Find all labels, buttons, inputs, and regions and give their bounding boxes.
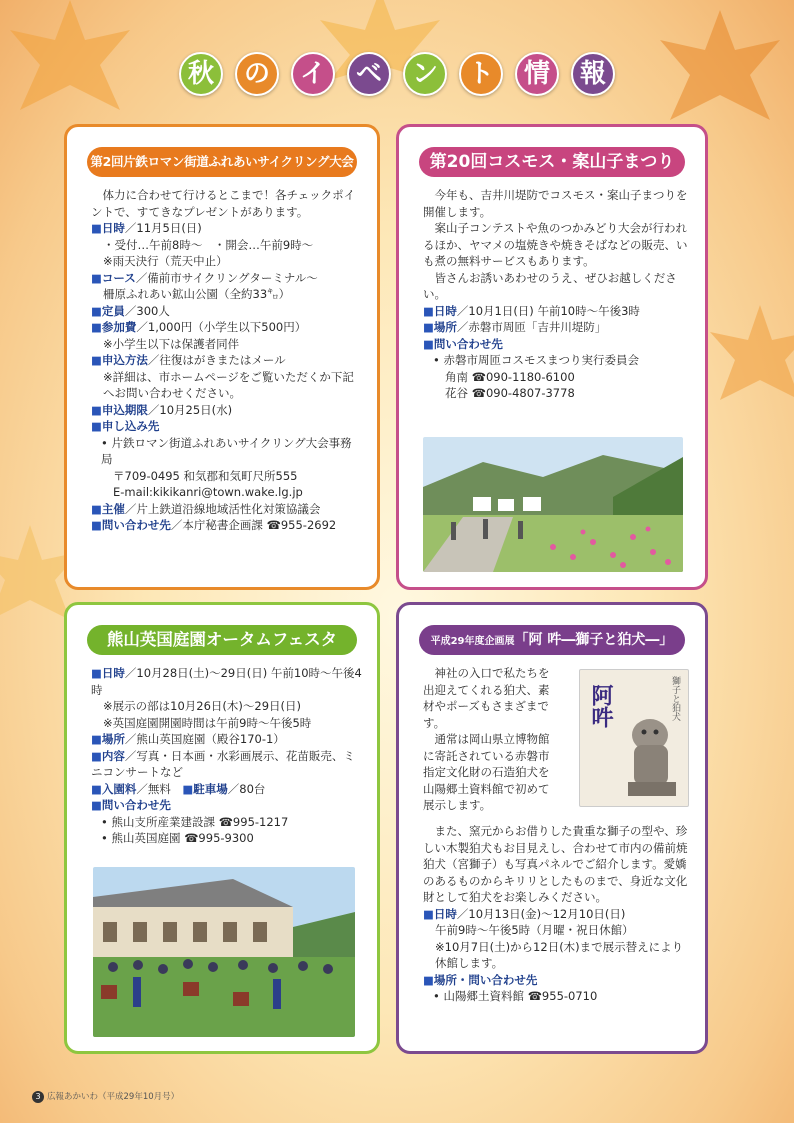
contact-value: • 山陽郷土資料館 ☎955-0710 bbox=[423, 988, 691, 1005]
capacity-value: ／300人 bbox=[124, 303, 170, 318]
para-3: 皆さんお誘いあわせのうえ、ぜひお越しください。 bbox=[423, 270, 677, 301]
panel-title-small: 平成29年度企画展 bbox=[430, 636, 515, 647]
komainu-exhibit-panel bbox=[396, 602, 708, 1054]
dest-address: 〒709-0495 和気郡和気町尺所555 bbox=[113, 468, 298, 483]
date-label: ■ 日時 bbox=[91, 666, 125, 680]
place-value: ／熊山英国庭園（殿谷170-1） bbox=[124, 732, 285, 746]
contact-person-1: 角南 ☎090-1180-6100 bbox=[445, 369, 575, 384]
contact-person-2: 花谷 ☎090-4807-3778 bbox=[445, 386, 575, 400]
course-value-2: 柵原ふれあい鉱山公園（全約33㌔） bbox=[103, 287, 291, 301]
fee-value: ／1,000円（小学生以下500円） bbox=[136, 320, 307, 334]
fee-value: ／無料 bbox=[136, 781, 171, 796]
date-label: ■ 日時 bbox=[423, 304, 457, 318]
title-char: の bbox=[235, 52, 279, 96]
page-title bbox=[0, 52, 794, 96]
deadline-value: ／10月25日(水) bbox=[147, 402, 233, 417]
cycling-event-panel bbox=[64, 124, 380, 590]
course-value: ／備前市サイクリングターミナル～ bbox=[135, 270, 318, 285]
date-note-2: ※英国庭園開園時間は午前9時～午後5時 bbox=[103, 715, 312, 730]
contact-label: ■ 問い合わせ先 bbox=[423, 337, 503, 351]
para-3: また、窯元からお借りした貴重な獅子の型や、珍しい木製狛犬もお目見えし、合わせて市内の備前焼狛犬（宮獅子）も写真パネルでご紹介します。愛嬌のあるものからキリリとしたものまで、身近な文化財として狛犬をお楽しみください。 bbox=[423, 824, 688, 904]
dest-label: ■ 申し込み先 bbox=[91, 419, 159, 433]
title-char: イ bbox=[291, 52, 335, 96]
panel-title bbox=[419, 625, 685, 655]
date-value: ／10月1日(日) 午前10時～午後3時 bbox=[456, 303, 640, 318]
date-value: ／10月13日(金)～12月10日(日) bbox=[456, 906, 626, 921]
page-number: 3 bbox=[32, 1091, 44, 1103]
content-label: ■ 内容 bbox=[91, 749, 125, 763]
footer-text: 広報あかいわ（平成29年10月号） bbox=[47, 1092, 180, 1102]
para-1: 神社の入口で私たちを出迎えてくれる狛犬、素材やポーズもさまざまです。 bbox=[423, 666, 550, 730]
komainu-statue-icon bbox=[610, 700, 686, 800]
date-note-1: ※展示の部は10月26日(木)～29日(日) bbox=[103, 699, 301, 713]
apply-label: ■ 申込方法 bbox=[91, 353, 148, 367]
english-garden-panel bbox=[64, 602, 380, 1054]
cosmos-festival-panel bbox=[396, 124, 708, 590]
date-value: ／11月5日(日) bbox=[124, 221, 202, 235]
title-char: ト bbox=[459, 52, 503, 96]
panel-title: 第2回片鉄ロマン街道ふれあいサイクリング大会 bbox=[87, 147, 357, 177]
intro-text: 体力に合わせて行けるとこまで！各チェックポイントで、すてきなプレゼントがあります。 bbox=[91, 188, 356, 219]
panel-title-main: 「阿 吽―獅子と狛犬―」 bbox=[514, 632, 674, 648]
garden-festival-photo bbox=[93, 867, 355, 1037]
exhibit-poster bbox=[579, 669, 689, 807]
page-footer bbox=[32, 1090, 179, 1103]
contact-label: ■ 問い合わせ先 bbox=[91, 798, 171, 812]
fee-label: ■ 入園料 bbox=[91, 782, 136, 796]
title-char: 秋 bbox=[179, 52, 223, 96]
contact-1: • 熊山支所産業建設課 ☎995-1217 bbox=[91, 814, 363, 831]
date-detail: ・受付…午前8時～ ・開会…午前9時～ bbox=[103, 237, 314, 252]
apply-note: ※詳細は、市ホームページをご覧いただくか下記へお問い合わせください。 bbox=[103, 369, 354, 400]
panel-title: 第20回コスモス・案山子まつり bbox=[419, 147, 685, 177]
contact-label: ■ 場所・問い合わせ先 bbox=[423, 973, 537, 987]
course-label: ■ コース bbox=[91, 271, 136, 285]
maple-leaf-icon bbox=[700, 300, 794, 420]
host-label: ■ 主催 bbox=[91, 502, 125, 516]
contact-value: ／本庁秘書企画課 ☎955-2692 bbox=[170, 518, 337, 532]
poster-big-text: 阿吽 bbox=[588, 684, 614, 728]
apply-value: ／往復はがきまたはメール bbox=[147, 353, 286, 367]
dest-email[interactable]: E-mail:kikikanri@town.wake.lg.jp bbox=[113, 485, 303, 499]
date-note: ※雨天決行（荒天中止） bbox=[103, 254, 228, 268]
contact-2: • 熊山英国庭園 ☎995-9300 bbox=[91, 830, 363, 847]
date-note: ※10月7日(土)から12日(木)まで展示替えにより休館します。 bbox=[435, 939, 684, 970]
title-char: ン bbox=[403, 52, 447, 96]
cosmos-field-photo bbox=[423, 437, 683, 572]
host-value: ／片上鉄道沿線地域活性化対策協議会 bbox=[124, 501, 321, 516]
place-label: ■ 場所 bbox=[423, 320, 457, 334]
para-1: 今年も、吉井川堤防でコスモス・案山子まつりを開催します。 bbox=[423, 188, 688, 219]
parking-label: ■ 駐車場 bbox=[182, 782, 227, 796]
place-label: ■ 場所 bbox=[91, 732, 125, 746]
title-char: ベ bbox=[347, 52, 391, 96]
title-char: 報 bbox=[571, 52, 615, 96]
title-char: 情 bbox=[515, 52, 559, 96]
date-time: 午前9時～午後5時（月曜・祝日休館） bbox=[435, 923, 634, 937]
para-2: 通常は岡山県立博物館に寄託されている赤磐市指定文化財の石造狛犬を山陽郷土資料館で初めて展示します。 bbox=[423, 732, 550, 812]
contact-org: • 赤磐市周匝コスモスまつり実行委員会 bbox=[423, 352, 691, 369]
date-value: ／10月28日(土)～29日(日) 午前10時～午後4時 bbox=[91, 666, 362, 697]
parking-value: ／80台 bbox=[227, 781, 266, 796]
panel-title: 熊山英国庭園オータムフェスタ bbox=[87, 625, 357, 655]
date-label: ■ 日時 bbox=[423, 907, 457, 921]
contact-label: ■ 問い合わせ先 bbox=[91, 518, 171, 532]
content-value: ／写真・日本画・水彩画展示、花苗販売、ミニコンサートなど bbox=[91, 748, 355, 779]
fee-note: ※小学生以下は保護者同伴 bbox=[103, 336, 240, 351]
place-value: ／赤磐市周匝「吉井川堤防」 bbox=[456, 320, 607, 334]
dest-name: • 片鉄ロマン街道ふれあいサイクリング大会事務局 bbox=[91, 435, 363, 468]
para-2: 案山子コンテストや魚のつかみどり大会が行われるほか、ヤマメの塩焼きや焼きそばなどの販売、いも煮の無料サービスもあります。 bbox=[423, 221, 688, 268]
date-label: ■ 日時 bbox=[91, 221, 125, 235]
poster-title: 獅子と狛犬 bbox=[670, 676, 680, 721]
capacity-label: ■ 定員 bbox=[91, 304, 125, 318]
fee-label: ■ 参加費 bbox=[91, 320, 136, 334]
deadline-label: ■ 申込期限 bbox=[91, 403, 148, 417]
